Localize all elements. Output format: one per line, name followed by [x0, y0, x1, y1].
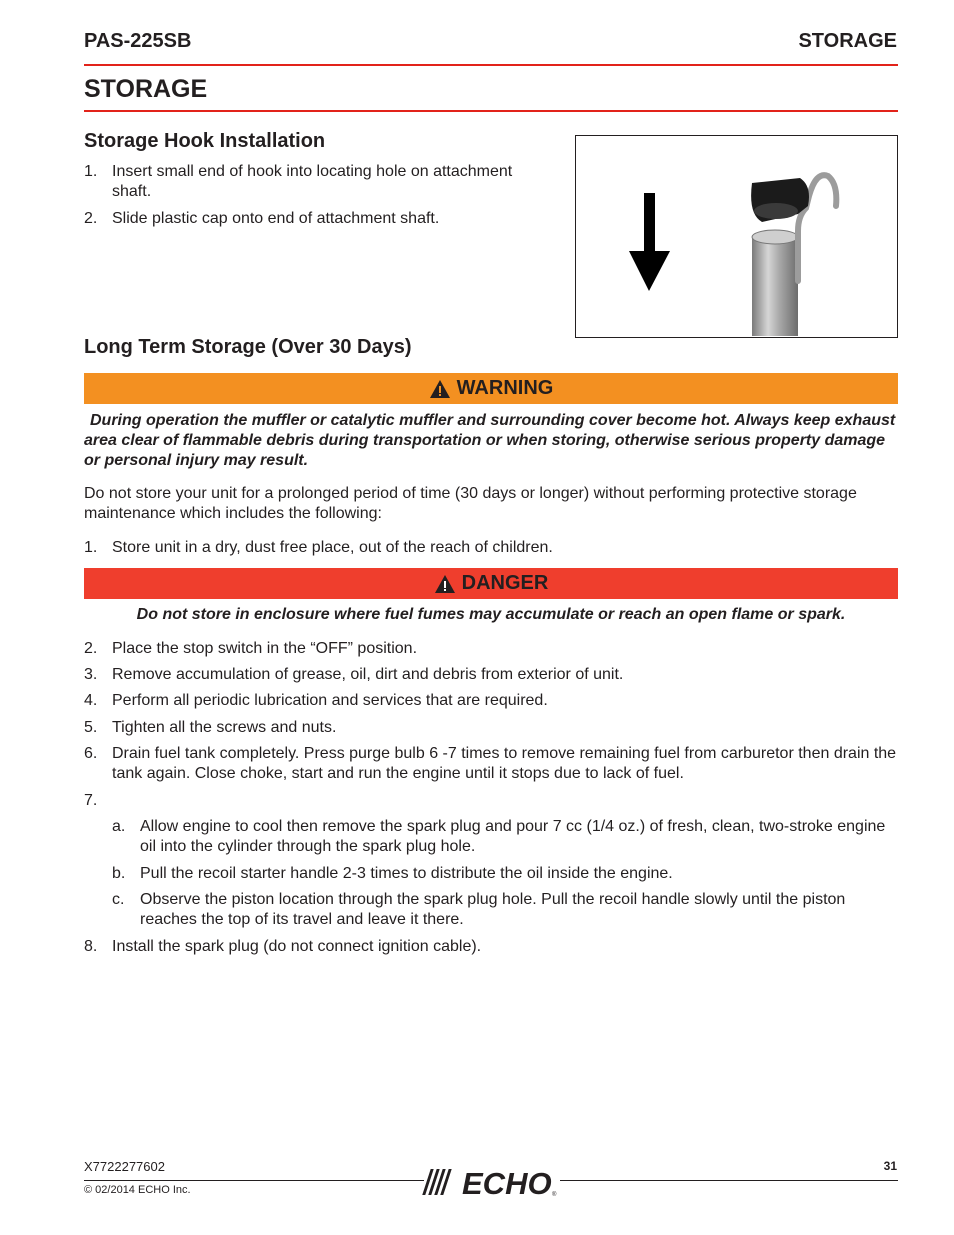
step-number: 3.: [84, 666, 98, 683]
substep-b: [112, 864, 898, 884]
step-number: 1.: [84, 539, 98, 556]
header-section: STORAGE: [798, 30, 897, 52]
step-4: [84, 691, 898, 711]
step-text: Insert small end of hook into locating hole on attachment shaft.: [112, 163, 513, 200]
warning-banner: [84, 373, 898, 404]
step-3: [84, 665, 898, 685]
step-text: Drain fuel tank completely. Press purge bulb 6 -7 times to remove remaining fuel from carburetor then drain the tank again. Close choke, start and run the engine until it stops due to lack of fuel.: [112, 745, 897, 782]
header-model: PAS-225SB: [84, 30, 192, 52]
substep-letter: c.: [112, 891, 125, 908]
step-number: 1.: [84, 163, 98, 180]
hook-step-2: [84, 209, 554, 229]
danger-banner: [84, 568, 898, 599]
footer-rule-right: [560, 1180, 898, 1181]
step-number: 2.: [84, 210, 98, 227]
warning-icon: [429, 379, 451, 399]
step-text: Tighten all the screws and nuts.: [112, 719, 337, 736]
step-number: 6.: [84, 745, 98, 762]
substep-letter: a.: [112, 818, 126, 835]
title-rule: [84, 110, 898, 112]
copyright: © 02/2014 ECHO Inc.: [84, 1184, 191, 1196]
step-5: [84, 718, 898, 738]
step-text: Slide plastic cap onto end of attachment shaft.: [112, 210, 440, 227]
step-number: 8.: [84, 938, 98, 955]
down-arrow-icon: [629, 193, 670, 291]
step-6: [84, 744, 898, 784]
page-number: 31: [883, 1159, 897, 1173]
substep-text: Observe the piston location through the spark plug hole. Pull the recoil handle slowly until the piston reaches the top of its travel and leave it there.: [140, 891, 846, 928]
page-title: STORAGE: [84, 75, 208, 103]
danger-icon: [434, 574, 456, 594]
step-1: [84, 538, 898, 558]
substep-a: [112, 817, 898, 857]
step-number: 4.: [84, 692, 98, 709]
hook-heading: Storage Hook Installation: [84, 130, 326, 152]
substep-letter: b.: [112, 865, 126, 882]
svg-text:ECHO: ECHO: [462, 1166, 552, 1199]
hook-icon: [751, 175, 836, 336]
step-text: Place the stop switch in the “OFF” position.: [112, 640, 418, 657]
step-number: 2.: [84, 640, 98, 657]
storage-hook-figure: [575, 135, 898, 338]
step-text: Store unit in a dry, dust free place, out of the reach of children.: [112, 539, 553, 556]
step-2: [84, 639, 898, 659]
hook-step-1: [84, 162, 554, 202]
long-term-heading: Long Term Storage (Over 30 Days): [84, 336, 412, 358]
substep-c: [112, 890, 898, 930]
footer-rule-left: [84, 1180, 424, 1181]
step-text: Install the spark plug (do not connect ignition cable).: [112, 938, 482, 955]
substep-text: Pull the recoil starter handle 2-3 times to distribute the oil inside the engine.: [140, 865, 673, 882]
echo-logo: [422, 1165, 562, 1199]
step-8: [84, 937, 898, 957]
warning-label: WARNING: [456, 377, 554, 399]
danger-label: DANGER: [461, 572, 549, 594]
step-number: 7.: [84, 792, 98, 809]
doc-number: X7722277602: [84, 1159, 165, 1174]
step-text: Perform all periodic lubrication and services that are required.: [112, 692, 548, 709]
step-number: 5.: [84, 719, 98, 736]
svg-text:®: ®: [552, 1192, 557, 1198]
danger-text: Do not store in enclosure where fuel fumes may accumulate or reach an open flame or spark.: [136, 606, 846, 623]
header-rule: [84, 64, 898, 66]
step-text: Remove accumulation of grease, oil, dirt and debris from exterior of unit.: [112, 666, 624, 683]
intro-text: Do not store your unit for a prolonged period of time (30 days or longer) without performing protective storage maintenance which includes the following:: [84, 485, 857, 522]
warning-text: During operation the muffler or catalytic muffler and surrounding cover become hot. Always keep exhaust area clear of flammable debris during transportation or when storing, otherwise serious property damage or personal injury may result.: [84, 412, 896, 469]
substep-text: Allow engine to cool then remove the spark plug and pour 7 cc (1/4 oz.) of fresh, clean, two-stroke engine oil into the cylinder through the spark plug hole.: [140, 818, 886, 855]
